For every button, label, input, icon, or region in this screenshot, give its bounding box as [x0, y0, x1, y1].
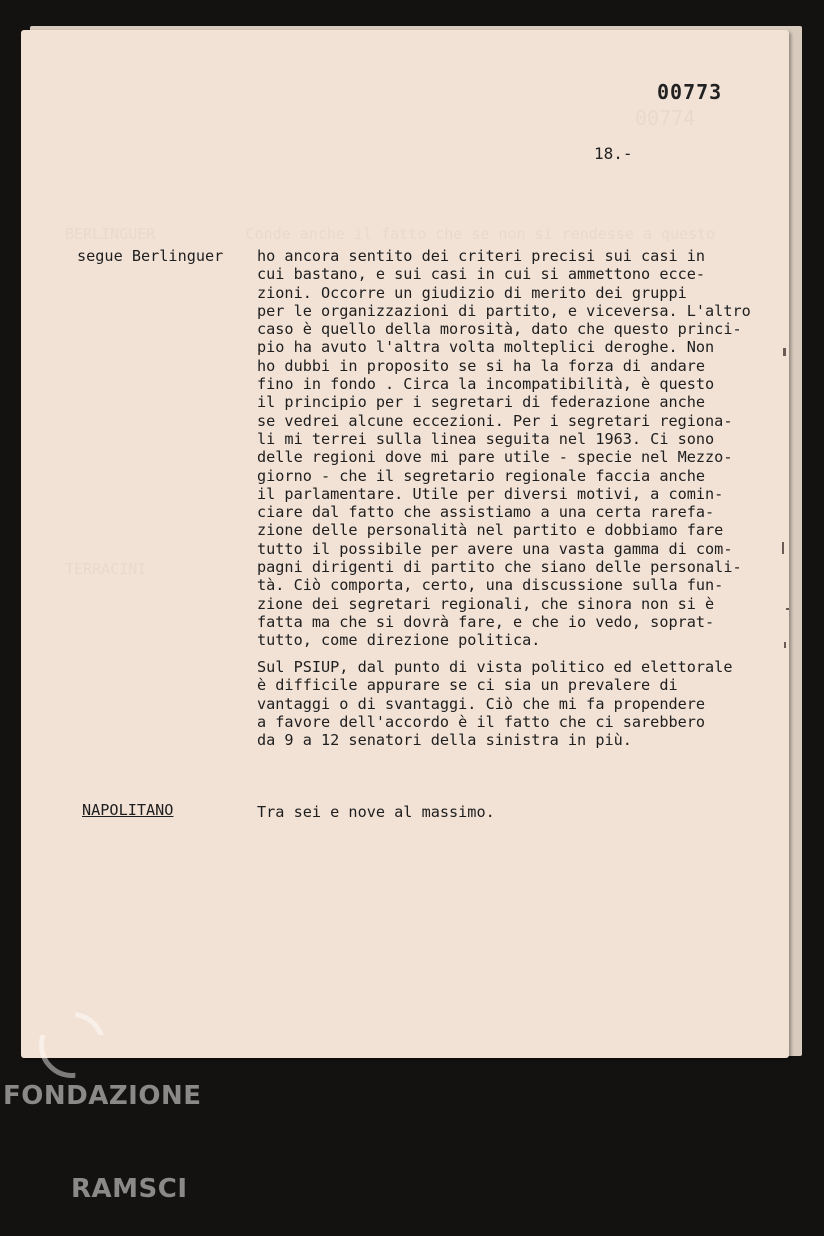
- text-line: pagni dirigenti di partito che siano delle personali-: [257, 558, 742, 577]
- text-line: è difficile appurare se ci sia un prevalere di: [257, 676, 678, 695]
- text-line: il principio per i segretari di federazione anche: [257, 393, 706, 412]
- text-line: giorno - che il segretario regionale faccia anche: [257, 466, 706, 485]
- margin-mark: [782, 542, 784, 554]
- text-line: ciare dal fatto che assistiamo a una certa rarefa-: [257, 503, 715, 522]
- margin-mark: [784, 642, 786, 648]
- paragraph-napolitano: [257, 803, 777, 821]
- text-line: ho dubbi in proposito se si ha la forza di andare: [257, 356, 706, 375]
- text-line: pio ha avuto l'altra volta molteplici deroghe. Non: [257, 338, 715, 357]
- text-line: zione delle personalità nel partito e dobbiamo fare: [257, 521, 724, 540]
- text-line: zioni. Occorre un giudizio di merito dei gruppi: [257, 283, 687, 302]
- text-line: da 9 a 12 senatori della sinistra in più.: [257, 731, 632, 750]
- watermark-line-2: RAMSCI: [71, 1174, 188, 1204]
- bleed-through-text: TERRACINI: [65, 560, 147, 578]
- paragraph-berlinguer-1: [257, 247, 777, 650]
- text-line: caso è quello della morosità, dato che questo princi-: [257, 320, 742, 339]
- margin-mark: [783, 348, 786, 356]
- document-page: [21, 30, 789, 1058]
- paragraph-berlinguer-2: [257, 658, 777, 749]
- text-line: tutto il possibile per avere una vasta gamma di com-: [257, 539, 733, 558]
- text-line: il parlamentare. Utile per diversi motivi, a comin-: [257, 484, 724, 503]
- text-line: delle regioni dove mi pare utile - specie nel Mezzo-: [257, 448, 733, 467]
- text-line: tutto, come direzione politica.: [257, 631, 541, 650]
- watermark-line-1: FONDAZIONE: [3, 1081, 202, 1111]
- text-line: vantaggi o di svantaggi. Ciò che mi fa propendere: [257, 694, 706, 713]
- speaker-label-napolitano: NAPOLITANO: [82, 801, 174, 819]
- margin-mark: [786, 608, 789, 610]
- text-line: zione dei segretari regionali, che sinora non si è: [257, 594, 715, 613]
- fondazione-gramsci-watermark: [3, 988, 201, 1236]
- text-line: fatta ma che si dovrà fare, e che io vedo, soprat-: [257, 612, 715, 631]
- watermark-g-logo-icon: [39, 1012, 105, 1078]
- document-number: 00773: [657, 80, 723, 104]
- text-line: se vedrei alcune eccezioni. Per i segretari regiona-: [257, 411, 733, 430]
- bleed-through-text: 00774: [635, 106, 696, 130]
- speaker-label-berlinguer: segue Berlinguer: [77, 247, 224, 265]
- text-line: tà. Ciò comporta, certo, una discussione sulla fun-: [257, 576, 724, 595]
- page-number: 18.-: [594, 144, 633, 163]
- text-line: per le organizzazioni di partito, e viceversa. L'altro: [257, 301, 751, 320]
- text-line: li mi terrei sulla linea seguita nel 1963. Ci sono: [257, 429, 715, 448]
- text-line: ho ancora sentito dei criteri precisi sui casi in: [257, 247, 706, 265]
- text-line: cui bastano, e sui casi in cui si ammettono ecce-: [257, 265, 706, 284]
- text-line: Sul PSIUP, dal punto di vista politico ed elettorale: [257, 658, 733, 676]
- text-line: a favore dell'accordo è il fatto che ci sarebbero: [257, 712, 706, 731]
- text-line: Tra sei e nove al massimo.: [257, 803, 495, 821]
- text-line: fino in fondo . Circa la incompatibilità, è questo: [257, 375, 715, 394]
- bleed-through-text: BERLINGUER Conde anche il fatto che se non si rendesse a questo: [65, 225, 716, 243]
